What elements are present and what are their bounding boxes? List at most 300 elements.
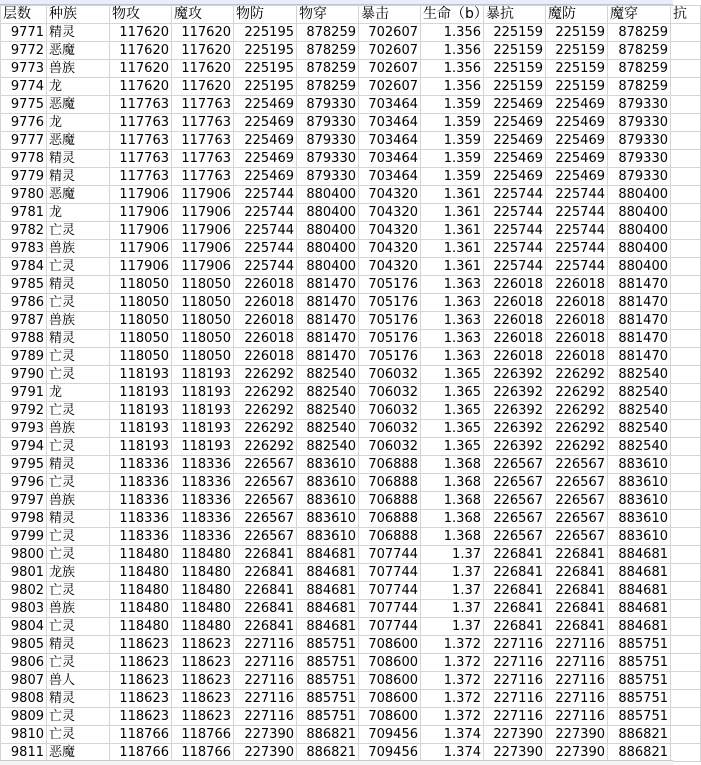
table-cell-empty[interactable] [671,42,701,60]
table-cell[interactable]: 883610 [297,474,359,492]
table-cell[interactable]: 226292 [234,402,297,420]
table-cell[interactable]: 703464 [359,114,421,132]
table-cell[interactable]: 705176 [359,348,421,366]
table-cell[interactable]: 9799 [1,528,47,546]
table-cell[interactable]: 885751 [297,690,359,708]
table-cell[interactable]: 226018 [546,330,608,348]
table-cell[interactable]: 9808 [1,690,47,708]
table-cell[interactable]: 226841 [234,618,297,636]
table-cell[interactable]: 1.365 [421,402,484,420]
table-cell[interactable]: 225744 [234,186,297,204]
table-cell-empty[interactable] [671,312,701,330]
table-cell[interactable]: 707744 [359,564,421,582]
table-cell[interactable]: 226018 [546,294,608,312]
table-cell[interactable]: 708600 [359,636,421,654]
table-cell[interactable]: 880400 [297,222,359,240]
table-cell[interactable]: 118480 [172,546,234,564]
table-cell[interactable]: 118050 [172,312,234,330]
table-cell-empty[interactable] [671,420,701,438]
table-cell[interactable]: 225469 [234,150,297,168]
table-cell-empty[interactable] [671,402,701,420]
table-cell[interactable]: 707744 [359,546,421,564]
table-cell[interactable]: 亡灵 [47,528,110,546]
table-cell[interactable]: 118623 [172,672,234,690]
table-cell[interactable]: 882540 [297,366,359,384]
table-cell[interactable]: 227116 [484,654,546,672]
table-cell[interactable]: 885751 [297,654,359,672]
header-cell[interactable]: 生命（b） [421,6,484,24]
table-cell[interactable]: 118336 [172,474,234,492]
table-cell[interactable]: 709456 [359,726,421,744]
table-cell[interactable]: 225744 [546,222,608,240]
header-cell[interactable]: 层数 [1,6,47,24]
table-cell[interactable]: 881470 [608,330,671,348]
table-cell[interactable]: 118193 [110,402,172,420]
table-cell[interactable]: 702607 [359,42,421,60]
table-cell[interactable]: 9792 [1,402,47,420]
table-cell-empty[interactable] [671,528,701,546]
table-cell[interactable]: 883610 [608,456,671,474]
table-cell-empty[interactable] [671,384,701,402]
table-cell[interactable]: 117763 [110,96,172,114]
table-cell[interactable]: 9798 [1,510,47,528]
table-cell[interactable]: 9774 [1,78,47,96]
table-cell[interactable]: 1.363 [421,348,484,366]
table-cell[interactable]: 226018 [484,312,546,330]
table-cell[interactable]: 879330 [297,168,359,186]
table-cell[interactable]: 226841 [546,582,608,600]
table-cell[interactable]: 225159 [546,42,608,60]
table-cell[interactable]: 226292 [546,402,608,420]
table-cell[interactable]: 精灵 [47,276,110,294]
table-cell-empty[interactable] [671,492,701,510]
table-cell[interactable]: 恶魔 [47,132,110,150]
table-cell[interactable]: 118480 [110,546,172,564]
table-cell[interactable]: 225159 [484,60,546,78]
table-cell[interactable]: 225744 [484,222,546,240]
table-cell[interactable]: 1.356 [421,78,484,96]
table-cell[interactable]: 118336 [110,510,172,528]
table-cell[interactable]: 878259 [608,42,671,60]
table-cell-empty[interactable] [671,654,701,672]
table-cell[interactable]: 225159 [546,78,608,96]
table-cell[interactable]: 兽族 [47,420,110,438]
table-cell[interactable]: 226841 [546,600,608,618]
table-cell[interactable]: 225195 [234,24,297,42]
table-cell[interactable]: 117620 [172,42,234,60]
table-cell[interactable]: 882540 [608,384,671,402]
table-cell[interactable]: 兽族 [47,240,110,258]
table-cell[interactable]: 117763 [172,168,234,186]
table-cell[interactable]: 884681 [297,546,359,564]
table-cell[interactable]: 精灵 [47,636,110,654]
table-cell[interactable]: 118336 [172,492,234,510]
table-cell[interactable]: 兽族 [47,312,110,330]
table-cell[interactable]: 226292 [234,366,297,384]
table-cell[interactable]: 117906 [110,204,172,222]
table-cell[interactable]: 226841 [484,546,546,564]
table-cell-empty[interactable] [671,744,701,762]
table-cell[interactable]: 117620 [172,60,234,78]
table-cell[interactable]: 恶魔 [47,186,110,204]
table-cell[interactable]: 883610 [297,492,359,510]
table-cell[interactable]: 1.361 [421,222,484,240]
table-cell[interactable]: 117620 [110,42,172,60]
table-cell[interactable]: 225744 [546,204,608,222]
table-cell[interactable]: 226392 [484,420,546,438]
table-cell[interactable]: 884681 [608,618,671,636]
table-cell[interactable]: 885751 [297,672,359,690]
table-cell[interactable]: 704320 [359,222,421,240]
table-cell[interactable]: 227116 [234,690,297,708]
table-cell[interactable]: 1.372 [421,654,484,672]
table-cell[interactable]: 226841 [484,618,546,636]
table-cell[interactable]: 880400 [608,222,671,240]
table-cell[interactable]: 118193 [172,384,234,402]
table-cell[interactable]: 1.365 [421,438,484,456]
table-cell[interactable]: 226567 [546,510,608,528]
table-cell[interactable]: 704320 [359,204,421,222]
table-cell[interactable]: 9787 [1,312,47,330]
table-cell[interactable]: 885751 [608,636,671,654]
table-cell[interactable]: 225744 [234,222,297,240]
table-cell-empty[interactable] [671,672,701,690]
table-cell[interactable]: 9793 [1,420,47,438]
table-cell[interactable]: 879330 [608,168,671,186]
table-cell[interactable]: 882540 [297,420,359,438]
table-cell[interactable]: 9780 [1,186,47,204]
table-cell[interactable]: 117906 [172,240,234,258]
table-cell[interactable]: 9772 [1,42,47,60]
table-cell[interactable]: 883610 [297,510,359,528]
table-cell[interactable]: 880400 [297,258,359,276]
table-cell[interactable]: 226567 [546,456,608,474]
table-cell[interactable]: 880400 [297,204,359,222]
table-cell[interactable]: 706888 [359,492,421,510]
table-cell[interactable]: 118623 [110,708,172,726]
table-cell-empty[interactable] [671,474,701,492]
table-cell[interactable]: 886821 [608,726,671,744]
table-cell[interactable]: 118193 [172,438,234,456]
table-cell[interactable]: 226392 [484,438,546,456]
table-cell[interactable]: 880400 [608,258,671,276]
table-cell[interactable]: 117763 [110,114,172,132]
table-cell[interactable]: 亡灵 [47,654,110,672]
table-cell-empty[interactable] [671,438,701,456]
table-cell[interactable]: 9796 [1,474,47,492]
table-cell[interactable]: 879330 [297,132,359,150]
table-cell[interactable]: 226392 [484,384,546,402]
table-cell[interactable]: 883610 [608,492,671,510]
table-cell[interactable]: 226292 [546,420,608,438]
header-cell[interactable]: 暴击 [359,6,421,24]
table-cell[interactable]: 亡灵 [47,546,110,564]
table-cell[interactable]: 118050 [172,330,234,348]
table-cell-empty[interactable] [671,564,701,582]
table-cell[interactable]: 226567 [234,492,297,510]
table-cell[interactable]: 705176 [359,312,421,330]
table-cell[interactable]: 118480 [172,618,234,636]
table-cell[interactable]: 亡灵 [47,438,110,456]
table-cell[interactable]: 884681 [608,600,671,618]
table-cell[interactable]: 117763 [110,132,172,150]
table-cell[interactable]: 225469 [546,132,608,150]
table-cell[interactable]: 706032 [359,420,421,438]
table-cell[interactable]: 龙 [47,204,110,222]
table-cell[interactable]: 1.363 [421,294,484,312]
table-cell[interactable]: 1.363 [421,330,484,348]
table-cell[interactable]: 1.365 [421,366,484,384]
table-cell[interactable]: 9778 [1,150,47,168]
table-cell[interactable]: 885751 [608,690,671,708]
table-cell[interactable]: 1.372 [421,636,484,654]
table-cell[interactable]: 9795 [1,456,47,474]
header-cell[interactable]: 物攻 [110,6,172,24]
table-cell[interactable]: 226018 [546,348,608,366]
table-cell[interactable]: 226567 [546,474,608,492]
table-cell[interactable]: 恶魔 [47,42,110,60]
table-cell[interactable]: 226018 [234,348,297,366]
table-cell-empty[interactable] [671,726,701,744]
header-cell[interactable]: 魔防 [546,6,608,24]
table-cell-empty[interactable] [671,456,701,474]
table-cell[interactable]: 226292 [234,420,297,438]
table-cell[interactable]: 118623 [172,690,234,708]
table-cell[interactable]: 118623 [110,690,172,708]
table-cell[interactable]: 9809 [1,708,47,726]
table-cell[interactable]: 226018 [234,312,297,330]
table-cell[interactable]: 226018 [484,330,546,348]
table-cell[interactable]: 879330 [608,150,671,168]
table-cell[interactable]: 118193 [172,366,234,384]
table-cell[interactable]: 226567 [234,474,297,492]
table-cell[interactable]: 1.374 [421,744,484,762]
table-cell[interactable]: 227116 [484,636,546,654]
table-cell-empty[interactable] [671,636,701,654]
table-cell[interactable]: 225159 [484,42,546,60]
table-cell[interactable]: 225469 [484,114,546,132]
table-cell[interactable]: 龙 [47,384,110,402]
table-cell[interactable]: 225469 [484,132,546,150]
header-cell[interactable]: 抗 [671,6,701,24]
table-cell[interactable]: 886821 [297,744,359,762]
table-cell[interactable]: 227390 [484,744,546,762]
table-cell[interactable]: 885751 [608,672,671,690]
table-cell[interactable]: 1.37 [421,546,484,564]
table-cell-empty[interactable] [671,60,701,78]
table-cell[interactable]: 878259 [297,24,359,42]
table-cell[interactable]: 亡灵 [47,258,110,276]
table-cell[interactable]: 118480 [172,564,234,582]
table-cell[interactable]: 226018 [546,276,608,294]
table-cell[interactable]: 117906 [172,258,234,276]
table-cell[interactable]: 1.37 [421,582,484,600]
table-cell[interactable]: 117906 [172,222,234,240]
table-cell[interactable]: 118050 [110,348,172,366]
table-cell-empty[interactable] [671,204,701,222]
table-cell[interactable]: 亡灵 [47,294,110,312]
table-cell[interactable]: 225744 [234,204,297,222]
table-cell[interactable]: 706888 [359,456,421,474]
table-cell[interactable]: 118050 [172,348,234,366]
table-cell[interactable]: 227116 [484,708,546,726]
table-cell[interactable]: 708600 [359,672,421,690]
table-cell[interactable]: 118623 [172,636,234,654]
table-cell[interactable]: 118050 [110,312,172,330]
table-cell-empty[interactable] [671,690,701,708]
table-cell[interactable]: 707744 [359,582,421,600]
table-cell[interactable]: 226567 [546,492,608,510]
table-cell[interactable]: 9773 [1,60,47,78]
table-cell[interactable]: 706888 [359,528,421,546]
table-cell[interactable]: 879330 [608,114,671,132]
table-cell[interactable]: 225744 [484,186,546,204]
table-cell[interactable]: 1.374 [421,726,484,744]
table-cell[interactable]: 118336 [110,456,172,474]
table-cell[interactable]: 225744 [484,258,546,276]
table-cell[interactable]: 227116 [546,708,608,726]
table-cell[interactable]: 884681 [297,600,359,618]
table-cell[interactable]: 9797 [1,492,47,510]
table-cell[interactable]: 117620 [110,24,172,42]
table-cell[interactable]: 880400 [608,186,671,204]
table-cell[interactable]: 708600 [359,708,421,726]
table-cell[interactable]: 9789 [1,348,47,366]
table-cell[interactable]: 117906 [172,186,234,204]
table-cell[interactable]: 880400 [608,240,671,258]
table-cell[interactable]: 709456 [359,744,421,762]
table-cell[interactable]: 精灵 [47,456,110,474]
table-cell[interactable]: 兽族 [47,60,110,78]
table-cell[interactable]: 1.361 [421,240,484,258]
table-cell[interactable]: 225469 [234,132,297,150]
table-cell-empty[interactable] [671,294,701,312]
table-cell[interactable]: 886821 [608,744,671,762]
table-cell[interactable]: 227116 [546,672,608,690]
table-cell[interactable]: 恶魔 [47,96,110,114]
table-cell[interactable]: 883610 [608,474,671,492]
table-cell[interactable]: 1.359 [421,150,484,168]
table-cell-empty[interactable] [671,618,701,636]
table-cell[interactable]: 702607 [359,24,421,42]
table-cell[interactable]: 龙 [47,114,110,132]
table-cell[interactable]: 225469 [484,150,546,168]
table-cell[interactable]: 118480 [110,582,172,600]
table-cell[interactable]: 226292 [546,438,608,456]
table-cell[interactable]: 226841 [484,582,546,600]
table-cell[interactable]: 1.365 [421,384,484,402]
table-cell[interactable]: 226841 [234,600,297,618]
table-cell[interactable]: 878259 [297,42,359,60]
table-cell[interactable]: 226567 [484,474,546,492]
table-cell[interactable]: 9810 [1,726,47,744]
table-cell[interactable]: 9806 [1,654,47,672]
table-cell[interactable]: 亡灵 [47,618,110,636]
table-cell[interactable]: 226018 [484,348,546,366]
table-cell[interactable]: 226841 [484,600,546,618]
table-cell[interactable]: 225195 [234,60,297,78]
table-cell[interactable]: 118050 [110,294,172,312]
table-cell[interactable]: 881470 [608,312,671,330]
table-cell[interactable]: 225744 [484,240,546,258]
table-cell[interactable]: 226392 [484,402,546,420]
table-cell-empty[interactable] [671,582,701,600]
table-cell[interactable]: 9800 [1,546,47,564]
table-cell[interactable]: 883610 [297,456,359,474]
table-cell[interactable]: 117763 [172,114,234,132]
table-cell[interactable]: 117906 [110,240,172,258]
table-cell[interactable]: 1.361 [421,186,484,204]
table-cell[interactable]: 226567 [484,492,546,510]
table-cell[interactable]: 117620 [172,24,234,42]
table-cell[interactable]: 878259 [297,78,359,96]
table-cell[interactable]: 1.361 [421,204,484,222]
table-cell-empty[interactable] [671,708,701,726]
table-cell[interactable]: 708600 [359,654,421,672]
table-cell[interactable]: 225469 [546,168,608,186]
table-cell[interactable]: 703464 [359,96,421,114]
table-cell[interactable]: 226841 [546,546,608,564]
table-cell[interactable]: 225159 [484,24,546,42]
table-cell[interactable]: 226567 [484,456,546,474]
table-cell[interactable]: 225195 [234,78,297,96]
table-cell[interactable]: 亡灵 [47,474,110,492]
table-cell[interactable]: 226841 [234,582,297,600]
table-cell[interactable]: 117906 [110,222,172,240]
table-cell[interactable]: 9783 [1,240,47,258]
table-cell[interactable]: 881470 [608,294,671,312]
table-cell-empty[interactable] [671,276,701,294]
table-cell[interactable]: 705176 [359,276,421,294]
table-cell[interactable]: 9779 [1,168,47,186]
table-cell[interactable]: 227116 [234,708,297,726]
table-cell[interactable]: 117620 [110,60,172,78]
table-cell[interactable]: 225744 [546,240,608,258]
table-cell[interactable]: 精灵 [47,150,110,168]
table-cell[interactable]: 884681 [608,564,671,582]
table-cell[interactable]: 226018 [484,294,546,312]
table-cell[interactable]: 707744 [359,618,421,636]
table-cell[interactable]: 1.368 [421,474,484,492]
table-cell[interactable]: 118050 [110,330,172,348]
table-cell[interactable]: 226567 [546,528,608,546]
table-cell[interactable]: 118336 [172,528,234,546]
table-cell[interactable]: 883610 [608,528,671,546]
table-cell[interactable]: 118480 [172,600,234,618]
table-cell[interactable]: 882540 [608,402,671,420]
table-cell[interactable]: 227390 [484,726,546,744]
table-cell[interactable]: 227116 [546,636,608,654]
table-cell[interactable]: 882540 [608,438,671,456]
table-cell[interactable]: 882540 [297,384,359,402]
table-cell-empty[interactable] [671,114,701,132]
table-cell-empty[interactable] [671,24,701,42]
table-cell-empty[interactable] [671,348,701,366]
table-cell[interactable]: 227116 [234,654,297,672]
table-cell[interactable]: 882540 [608,366,671,384]
table-cell[interactable]: 9804 [1,618,47,636]
table-cell[interactable]: 886821 [297,726,359,744]
table-cell[interactable]: 881470 [297,330,359,348]
table-cell[interactable]: 117620 [172,78,234,96]
table-cell[interactable]: 兽族 [47,600,110,618]
table-cell[interactable]: 9811 [1,744,47,762]
table-cell[interactable]: 226841 [546,618,608,636]
table-cell[interactable]: 882540 [297,438,359,456]
table-cell[interactable]: 704320 [359,258,421,276]
table-cell[interactable]: 兽族 [47,492,110,510]
table-cell[interactable]: 1.356 [421,60,484,78]
